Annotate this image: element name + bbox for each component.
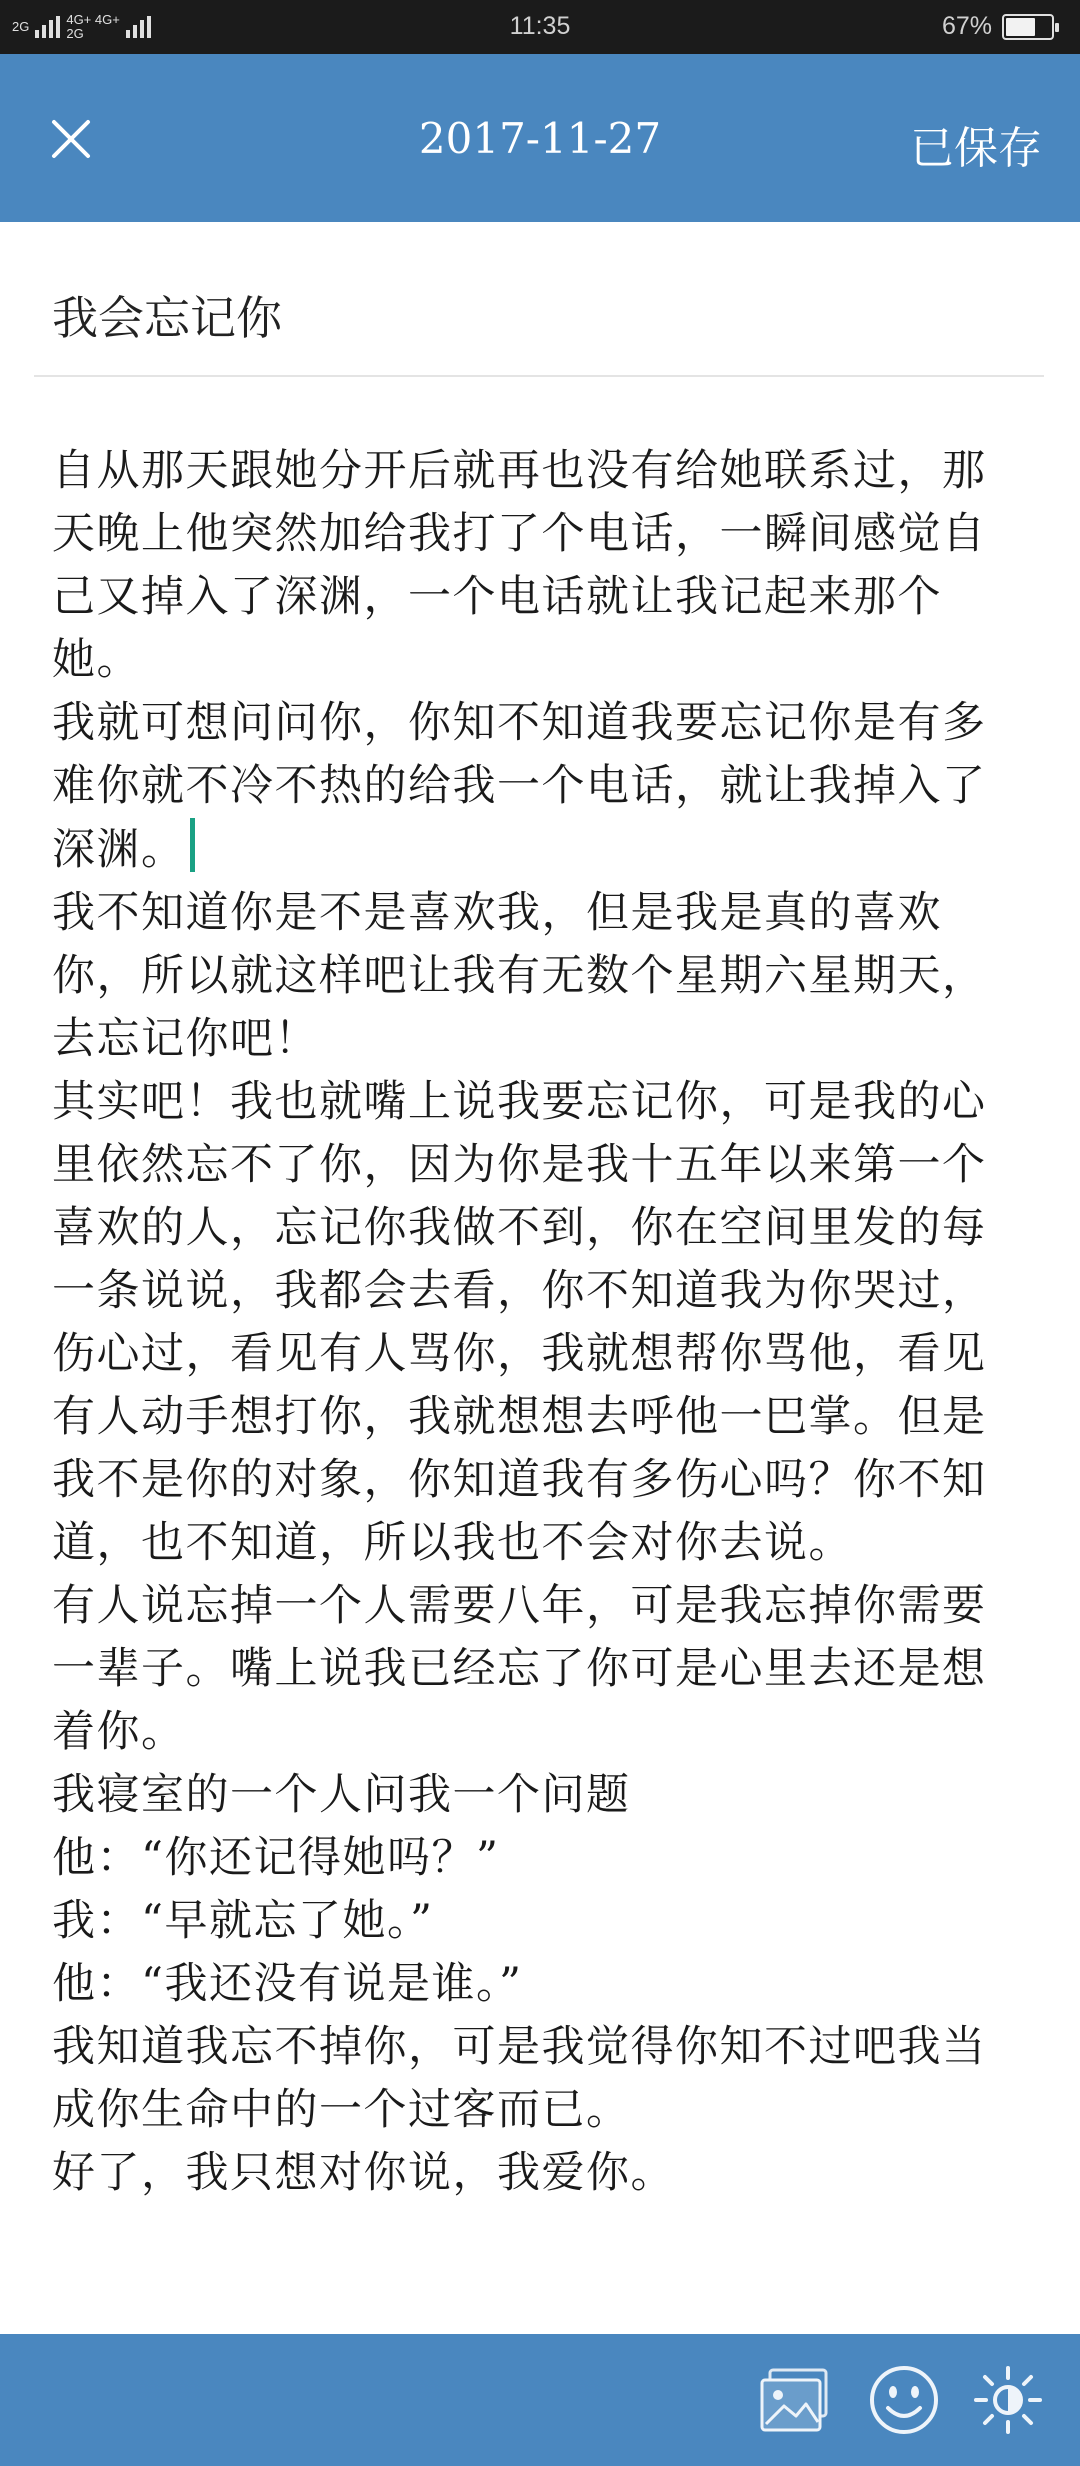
image-icon xyxy=(756,2360,836,2440)
body-paragraph: 他：“我还没有说是谁。” xyxy=(52,1959,523,2009)
body-paragraph: 我寝室的一个人问我一个问题 xyxy=(52,1770,631,1820)
body-paragraph-text: 我就可想问问你，你知不知道我要忘记你是有多难你就不冷不热的给我一个电话，就让我掉入了深渊。 xyxy=(52,698,987,875)
body-paragraph-with-cursor xyxy=(52,692,1022,882)
brightness-button[interactable] xyxy=(968,2360,1048,2440)
status-time: 11:35 xyxy=(509,12,571,40)
network-bottom: 2G xyxy=(66,26,84,41)
brightness-icon xyxy=(968,2360,1048,2440)
body-paragraph: 有人说忘掉一个人需要八年，可是我忘掉你需要一辈子。嘴上说我已经忘了你可是心里去还是想着你。 xyxy=(52,1581,987,1757)
body-paragraph: 其实吧！我也就嘴上说我要忘记你，可是我的心里依然忘不了你，因为你是我十五年以来第一个喜欢的人，忘记你我做不到，你在空间里发的每一条说说，我都会去看，你不知道我为你哭过，伤心过，看见有人骂你，我就想帮你骂他，看见有人动手想打你，我就想想去呼他一巴掌。但是我不是你的对象，你知道我有多伤心吗？你不知道，也不知道，所以我也不会对你去说。 xyxy=(52,1077,987,1568)
note-date: 2017-11-27 xyxy=(418,114,662,163)
battery-icon xyxy=(1002,14,1054,40)
editor-header xyxy=(0,54,1080,222)
body-paragraph: 自从那天跟她分开后就再也没有给她联系过，那天晚上他突然加给我打了个电话，一瞬间感觉自己又掉入了深渊，一个电话就让我记起来那个她。 xyxy=(52,446,987,685)
title-divider xyxy=(34,375,1044,377)
network-mid: 4G+ 4G+ xyxy=(66,12,120,27)
text-cursor xyxy=(190,818,195,872)
body-paragraph: 我：“早就忘了她。” xyxy=(52,1896,434,1946)
body-paragraph: 我不知道你是不是喜欢我，但是我是真的喜欢你，所以就这样吧让我有无数个星期六星期天，去忘记你吧！ xyxy=(52,888,987,1064)
network-top: 2G xyxy=(12,19,30,34)
body-paragraph: 他：“你还记得她吗？” xyxy=(52,1833,500,1883)
insert-image-button[interactable] xyxy=(756,2360,836,2440)
body-paragraph: 好了，我只想对你说，我爱你。 xyxy=(52,2148,675,2198)
battery-area xyxy=(942,12,1054,41)
bottom-toolbar xyxy=(0,2334,1080,2466)
emoji-icon xyxy=(864,2360,944,2440)
battery-fill xyxy=(1006,18,1035,36)
note-body-editor[interactable] xyxy=(52,440,1022,2205)
battery-percent: 67% xyxy=(941,12,992,40)
body-paragraph: 我知道我忘不掉你，可是我觉得你知不过吧我当成你生命中的一个过客而已。 xyxy=(52,2022,987,2135)
insert-emoji-button[interactable] xyxy=(864,2360,944,2440)
note-title-input[interactable]: 我会忘记你 xyxy=(52,291,282,345)
save-status-button[interactable]: 已保存 xyxy=(910,123,1042,174)
status-bar xyxy=(0,0,1080,54)
